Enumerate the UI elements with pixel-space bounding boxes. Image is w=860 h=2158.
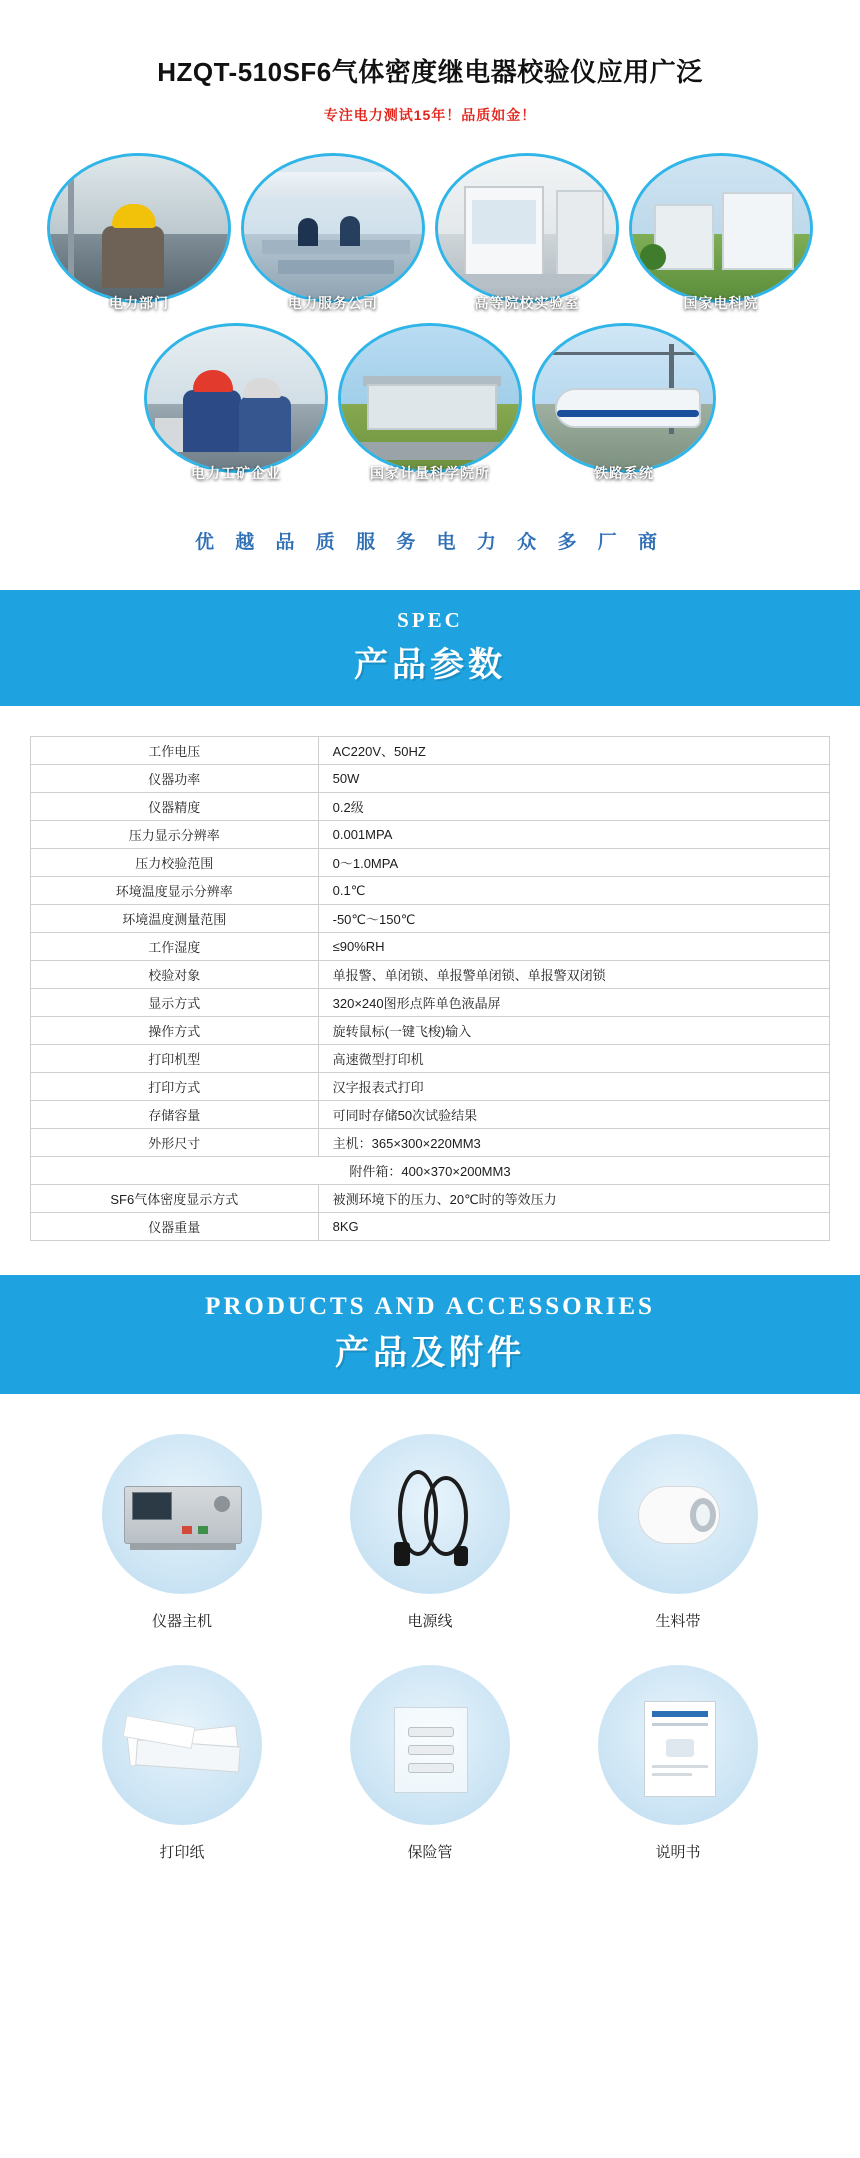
application-circle-university-lab [435, 153, 619, 317]
table-row [31, 905, 830, 933]
application-circle-power-service-company [241, 153, 425, 317]
spec-key: 操作方式 [31, 1017, 319, 1045]
table-row [31, 821, 830, 849]
manual-book-icon [598, 1665, 758, 1825]
ptfe-tape-icon [598, 1434, 758, 1594]
spec-table-wrapper [0, 706, 860, 1275]
fuse-tube-icon [350, 1665, 510, 1825]
product-item-manual [578, 1665, 778, 1862]
table-row [31, 765, 830, 793]
circle-caption: 国家电科院 [683, 295, 759, 311]
circle-caption: 国家计量科学院所 [370, 465, 490, 481]
spec-table [30, 736, 830, 1241]
spec-value: 50W [318, 765, 829, 793]
spec-key: 仪器功率 [31, 765, 319, 793]
page-title: HZQT-510SF6气体密度继电器校验仪应用广泛 [157, 57, 703, 87]
spec-value: 8KG [318, 1213, 829, 1241]
institute-building-icon [629, 153, 813, 303]
spec-key: 打印机型 [31, 1045, 319, 1073]
spec-value: 旋转鼠标(一键飞梭)输入 [318, 1017, 829, 1045]
application-circle-metrology-institute [338, 323, 522, 487]
application-circle-railway-system [532, 323, 716, 487]
table-row [31, 1073, 830, 1101]
spec-key: 压力校验范围 [31, 849, 319, 877]
table-row [31, 1017, 830, 1045]
spec-key: 工作湿度 [31, 933, 319, 961]
products-banner-cn: 产品及附件 [335, 1334, 525, 1372]
office-room-icon [241, 153, 425, 303]
metrology-building-icon [338, 323, 522, 473]
application-circles [0, 135, 860, 487]
printer-paper-icon [102, 1665, 262, 1825]
spec-key: 仪器精度 [31, 793, 319, 821]
product-caption: 电源线 [407, 1613, 453, 1630]
spec-key: 存储容量 [31, 1101, 319, 1129]
spec-key: 打印方式 [31, 1073, 319, 1101]
spec-key: 仪器重量 [31, 1213, 319, 1241]
instrument-main-unit-icon [102, 1434, 262, 1594]
spec-banner-en: SPEC [397, 608, 463, 632]
product-caption: 说明书 [655, 1844, 701, 1861]
lab-hood-icon [435, 153, 619, 303]
spec-key: 工作电压 [31, 737, 319, 765]
spec-key: 显示方式 [31, 989, 319, 1017]
table-row [31, 1045, 830, 1073]
spec-key: SF6气体密度显示方式 [31, 1185, 319, 1213]
spec-value: ≤90%RH [318, 933, 829, 961]
page-subtitle: 专注电力测试15年！品质如金！ [323, 107, 537, 123]
table-row [31, 877, 830, 905]
product-item-printer-paper [82, 1665, 282, 1862]
spec-banner-cn: 产品参数 [354, 646, 506, 684]
table-row [31, 849, 830, 877]
products-grid [0, 1394, 860, 1946]
circle-caption: 电力工矿企业 [191, 465, 281, 481]
hero-section [0, 0, 860, 135]
high-speed-train-icon [532, 323, 716, 473]
application-circle-epri [629, 153, 813, 317]
circle-caption: 铁路系统 [594, 465, 654, 481]
spec-key: 环境温度测量范围 [31, 905, 319, 933]
product-caption: 仪器主机 [151, 1613, 212, 1630]
product-item-ptfe-tape [578, 1434, 778, 1631]
spec-key: 校验对象 [31, 961, 319, 989]
product-caption: 生料带 [655, 1613, 701, 1630]
table-row [31, 1213, 830, 1241]
table-row [31, 1101, 830, 1129]
spec-value: 单报警、单闭锁、单报警单闭锁、单报警双闭锁 [318, 961, 829, 989]
application-circle-industrial-enterprise [144, 323, 328, 487]
spec-value: 0.001MPA [318, 821, 829, 849]
spec-value: 0.1℃ [318, 877, 829, 905]
spec-value: 320×240图形点阵单色液晶屏 [318, 989, 829, 1017]
circle-caption: 高等院校实验室 [474, 295, 580, 311]
table-row [31, 793, 830, 821]
spec-value: -50℃～150℃ [318, 905, 829, 933]
table-row [31, 961, 830, 989]
table-row [31, 1157, 830, 1185]
table-row [31, 1129, 830, 1157]
product-item-main-unit [82, 1434, 282, 1631]
spec-value: 0～1.0MPA [318, 849, 829, 877]
spec-value: 0.2级 [318, 793, 829, 821]
spec-value: AC220V、50HZ [318, 737, 829, 765]
spec-value: 可同时存储50次试验结果 [318, 1101, 829, 1129]
products-row-2 [60, 1665, 800, 1862]
table-row [31, 989, 830, 1017]
quality-tagline: 优 越 品 质 服 务 电 力 众 多 厂 商 [194, 532, 666, 553]
circle-caption: 电力部门 [109, 295, 169, 311]
field-workers-icon [144, 323, 328, 473]
spec-key: 附件箱：400×370×200MM3 [31, 1157, 830, 1185]
spec-key: 外形尺寸 [31, 1129, 319, 1157]
table-row [31, 1185, 830, 1213]
product-caption: 保险管 [407, 1844, 453, 1861]
application-circles-row-1 [0, 153, 860, 317]
worker-helmet-icon [47, 153, 231, 303]
products-row-1 [60, 1434, 800, 1631]
spec-section-banner [0, 590, 860, 706]
spec-value: 高速微型打印机 [318, 1045, 829, 1073]
product-item-power-cable [330, 1434, 530, 1631]
products-banner-en: PRODUCTS AND ACCESSORIES [205, 1293, 655, 1320]
application-circle-power-department [47, 153, 231, 317]
table-row [31, 933, 830, 961]
spec-value: 汉字报表式打印 [318, 1073, 829, 1101]
spec-value: 主机：365×300×220MM3 [318, 1129, 829, 1157]
spec-value: 被测环境下的压力、20℃时的等效压力 [318, 1185, 829, 1213]
application-circles-row-2 [0, 323, 860, 487]
circle-caption: 电力服务公司 [288, 295, 378, 311]
table-row [31, 737, 830, 765]
products-section-banner [0, 1275, 860, 1394]
spec-key: 压力显示分辨率 [31, 821, 319, 849]
spec-key: 环境温度显示分辨率 [31, 877, 319, 905]
product-caption: 打印纸 [159, 1844, 205, 1861]
power-cable-icon [350, 1434, 510, 1594]
product-item-fuse [330, 1665, 530, 1862]
